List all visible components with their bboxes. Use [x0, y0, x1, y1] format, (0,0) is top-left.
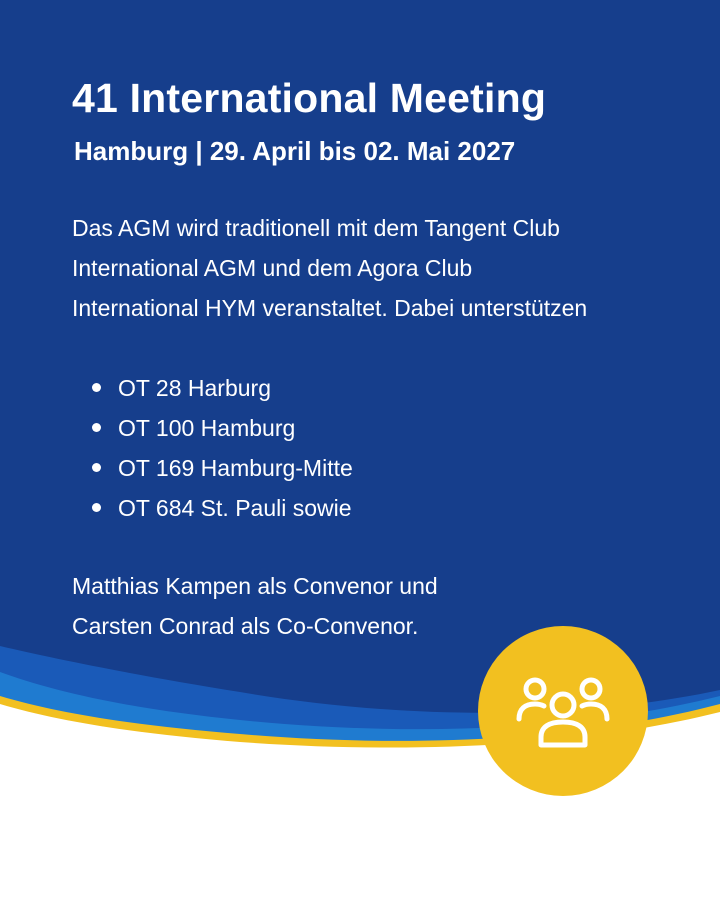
list-item [72, 448, 672, 488]
list-item [72, 408, 672, 448]
closing-line-1: Matthias Kampen als Convenor und [72, 573, 438, 599]
group-badge [478, 626, 648, 796]
club-label: OT 28 Harburg [118, 375, 271, 401]
closing-line-2: Carsten Conrad als Co-Convenor. [72, 613, 419, 639]
club-label: OT 100 Hamburg [118, 415, 296, 441]
club-list [72, 368, 672, 528]
bullet-icon [92, 383, 101, 392]
list-item [72, 488, 672, 528]
bullet-icon [92, 423, 101, 432]
bullet-icon [92, 463, 101, 472]
intro-line-2: International AGM und dem Agora Club [72, 255, 473, 281]
content-block [72, 72, 672, 646]
group-people-icon [513, 671, 613, 751]
event-subtitle: Hamburg | 29. April bis 02. Mai 2027 [74, 136, 516, 166]
intro-line-3: International HYM veranstaltet. Dabei unterstützen [72, 295, 588, 321]
intro-line-1: Das AGM wird traditionell mit dem Tangent Club [72, 215, 560, 241]
list-item [72, 368, 672, 408]
bullet-icon [92, 503, 101, 512]
club-label: OT 169 Hamburg-Mitte [118, 455, 353, 481]
club-label: OT 684 St. Pauli sowie [118, 495, 352, 521]
page-title: 41 International Meeting [72, 75, 547, 121]
intro-paragraph [72, 208, 672, 328]
